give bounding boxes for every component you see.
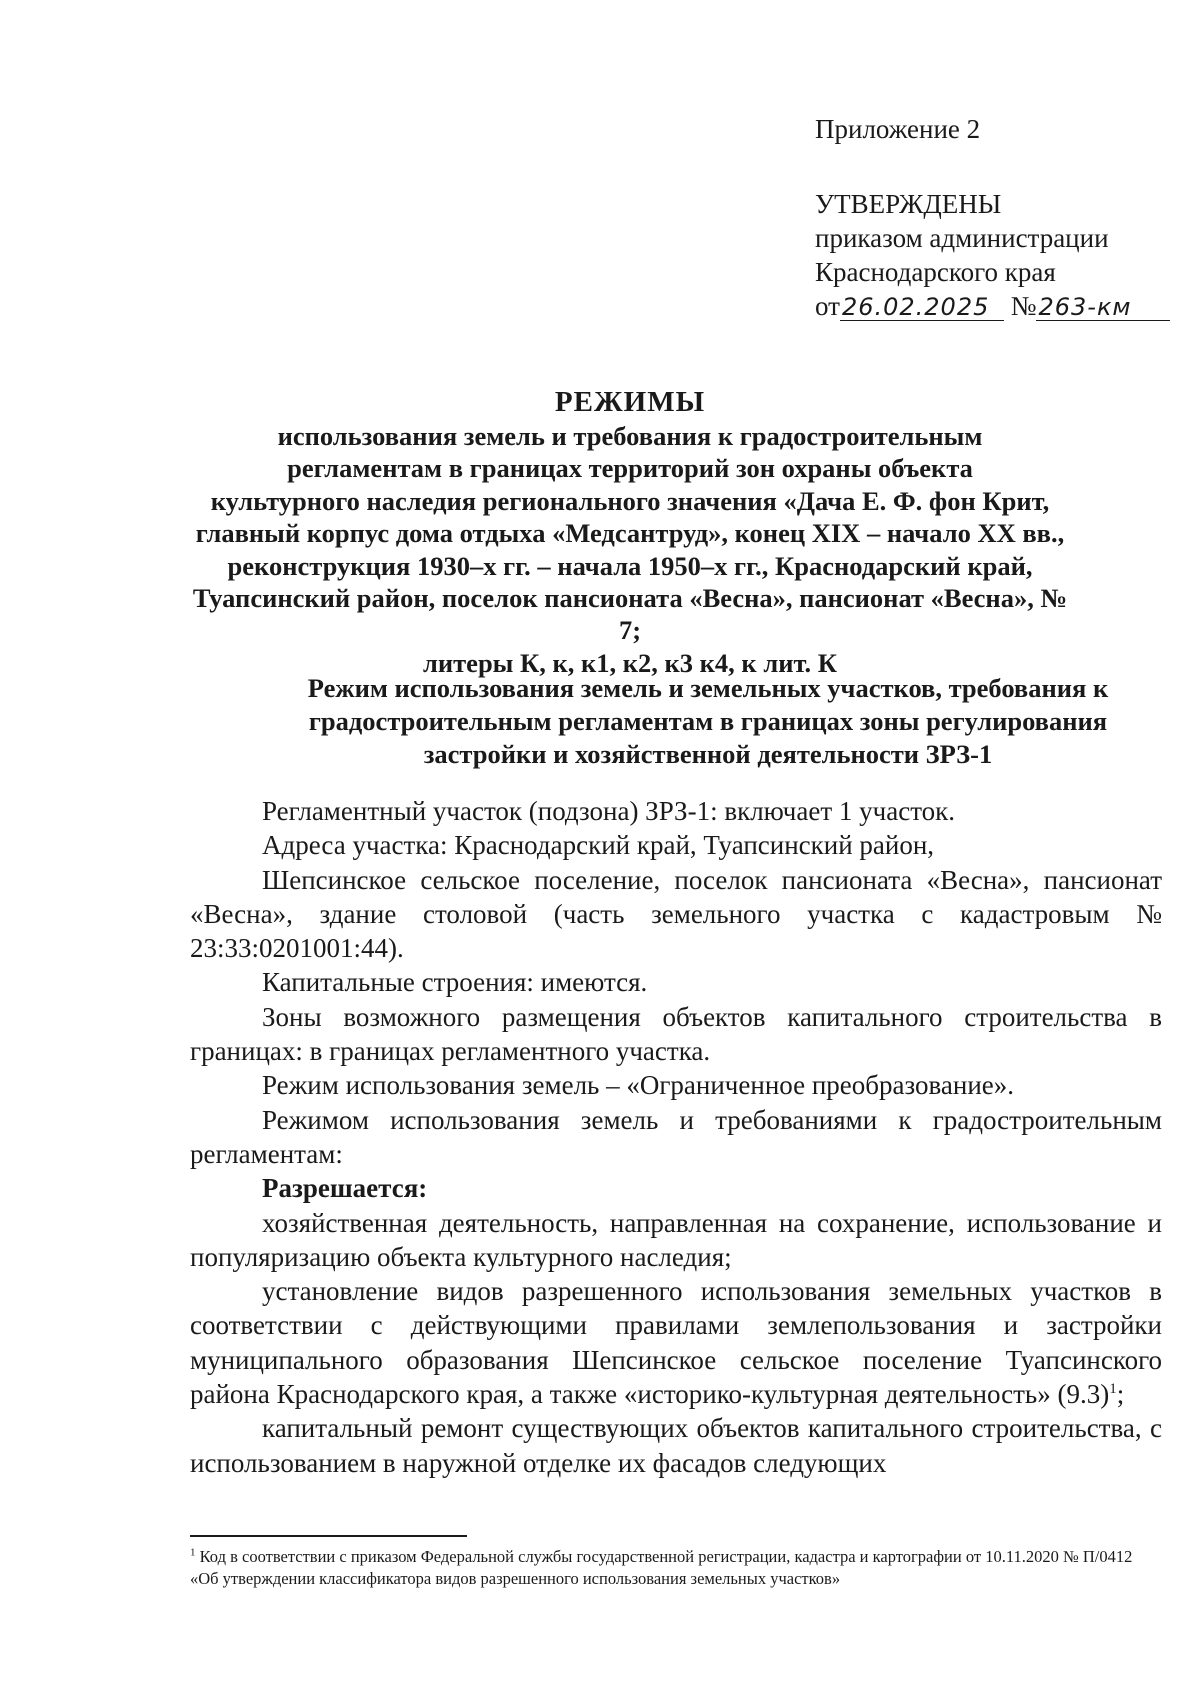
- title-line: регламентам в границах территорий зон охраны объекта: [287, 453, 973, 484]
- order-line-2: Краснодарского края: [815, 257, 1056, 287]
- paragraph-text: установление видов разрешенного использования земельных участков в соответствии с действующими правилами землепользования и застройки муниципального образования Шепсинское сельское поселение Туапсинского района Краснодарского края, а также «историко-культурная деятельность» (9.3): [190, 1276, 1162, 1410]
- paragraph: хозяйственная деятельность, направленная на сохранение, использование и популяризацию объекта культурного наследия;: [190, 1207, 1162, 1272]
- paragraph-end: ;: [1116, 1379, 1125, 1410]
- paragraph: Шепсинское сельское поселение, поселок пансионата «Весна», пансионат «Весна», здание столовой (часть земельного участка с кадастровым № 23:33:0201001:44).: [190, 864, 1162, 964]
- title-line: литеры К, к, к1, к2, к3 к4, к лит. К: [423, 647, 837, 678]
- footnote: [190, 1546, 1160, 1590]
- footnote-divider: [190, 1535, 467, 1537]
- title-line: культурного наследия регионального значения «Дача Е. Ф. фон Крит,: [210, 485, 1050, 516]
- title-line: главный корпус дома отдыха «Медсантруд», конец XIX – начало XX вв.,: [195, 518, 1065, 549]
- order-line-1: приказом администрации: [815, 223, 1109, 253]
- paragraph: Режимом использования земель и требованиями к градостроительным регламентам:: [190, 1104, 1162, 1169]
- annex-label: Приложение 2: [815, 114, 981, 144]
- section-heading: [268, 672, 1148, 771]
- handwritten-date: 26.02.2025: [840, 294, 1004, 321]
- title-line: Туапсинский район, поселок пансионата «Весна», пансионат «Весна», № 7;: [192, 583, 1068, 646]
- approved-label: УТВЕРЖДЕНЫ: [815, 189, 1002, 219]
- from-prefix: от: [815, 291, 840, 321]
- section-heading-line: градостроительным регламентам в границах зоны регулирования: [308, 706, 1108, 736]
- section-heading-line: застройки и хозяйственной деятельности ЗРЗ-1: [423, 739, 993, 769]
- footnote-ref: 1: [1109, 1381, 1117, 1398]
- number-prefix: №: [1010, 291, 1037, 321]
- paragraph: [190, 1274, 1162, 1411]
- paragraph: Капитальные строения: имеются.: [262, 967, 648, 998]
- handwritten-number: 263-км: [1036, 294, 1170, 321]
- paragraph: Регламентный участок (подзона) ЗРЗ-1: включает 1 участок.: [262, 796, 956, 826]
- document-body: [190, 794, 1162, 1480]
- footnote-marker: 1: [190, 1546, 196, 1559]
- title-line: использования земель и требования к градостроительным: [277, 421, 983, 451]
- title-line: реконструкция 1930–х гг. – начала 1950–х гг., Краснодарский край,: [227, 550, 1033, 581]
- footnote-text: Код в соответствии с приказом Федеральной службы государственной регистрации, кадастра и картографии от 10.11.2020 № П/0412 «Об утверждении классификатора видов разрешенного использования земельных участков»: [190, 1547, 1133, 1588]
- document-heading: [180, 384, 1080, 679]
- paragraph: Зоны возможного размещения объектов капитального строительства в границах: в границах регламентного участка.: [190, 1001, 1162, 1067]
- approval-block: [815, 112, 1195, 323]
- paragraph: Режим использования земель – «Ограниченное преобразование».: [262, 1070, 1015, 1101]
- document-title: РЕЖИМЫ: [554, 386, 706, 418]
- allowed-heading: Разрешается:: [262, 1173, 428, 1204]
- order-date-line: [815, 289, 1195, 323]
- section-heading-line: Режим использования земель и земельных участков, требования к: [307, 673, 1109, 703]
- paragraph: Адреса участка: Краснодарский край, Туапсинский район,: [262, 830, 935, 861]
- paragraph: капитальный ремонт существующих объектов капитального строительства, с использованием в наружной отделке их фасадов следующих: [190, 1413, 1162, 1478]
